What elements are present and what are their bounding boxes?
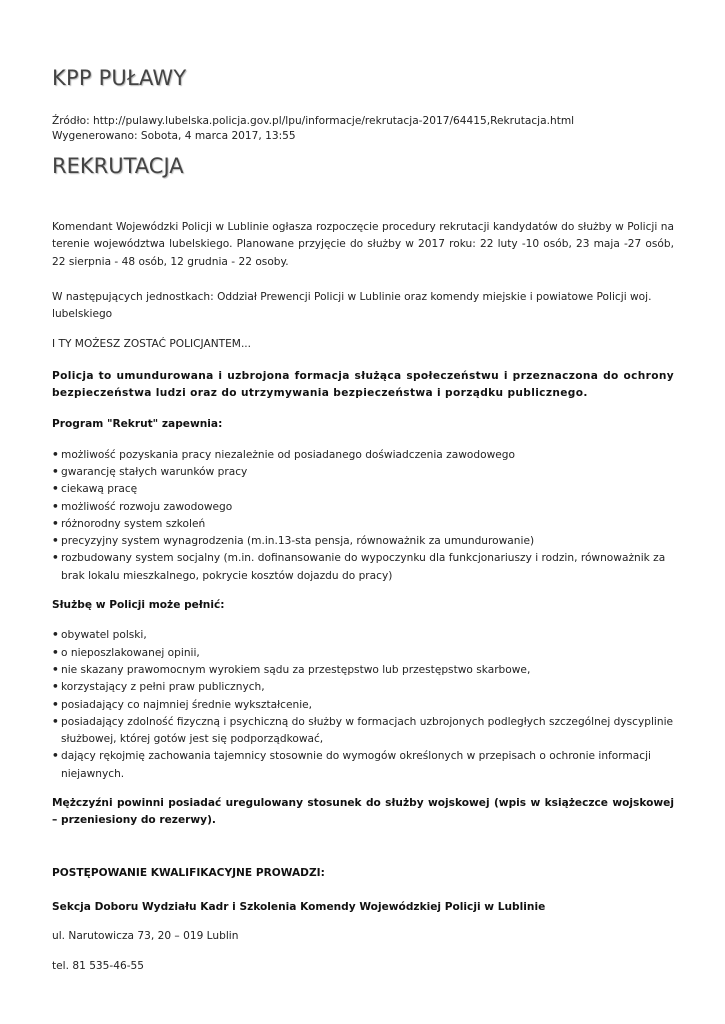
generated-date: Wygenerowano: Sobota, 4 marca 2017, 13:55 bbox=[52, 129, 296, 142]
phone-number: tel. 81 535-46-55 bbox=[52, 959, 145, 972]
qualification-heading: POSTĘPOWANIE KWALIFIKACYJNE PROWADZI: bbox=[52, 866, 325, 879]
slogan-paragraph: I TY MOŻESZ ZOSTAĆ POLICJANTEM... bbox=[52, 338, 252, 351]
list-item: • rozbudowany system socjalny (m.in. dofinansowanie do wypoczynku dla funkcjonariuszy i rodzin, równoważnik za brak lokalu mieszkalnego, pokrycie kosztów dojazdu do pracy) bbox=[52, 550, 674, 585]
address: ul. Narutowicza 73, 20 – 019 Lublin bbox=[52, 930, 239, 943]
list-item: • obywatel polski, bbox=[52, 627, 674, 644]
document-metadata bbox=[52, 114, 574, 143]
article-title: REKRUTACJA bbox=[52, 154, 184, 178]
department-name: Sekcja Doboru Wydziału Kadr i Szkolenia Komendy Wojewódzkiej Policji w Lublinie bbox=[52, 900, 546, 913]
list-item: • ciekawą pracę bbox=[52, 481, 674, 498]
list-item: • nie skazany prawomocnym wyrokiem sądu za przestępstwo lub przestępstwo skarbowe, bbox=[52, 662, 674, 679]
military-note: Mężczyźni powinni posiadać uregulowany stosunek do służby wojskowej (wpis w książeczce wojskowej – przeniesiony do rezerwy). bbox=[52, 797, 674, 827]
mission-paragraph: Policja to umundurowana i uzbrojona formacja służąca społeczeństwu i przeznaczona do ochrony bezpieczeństwa ludzi oraz do utrzymywania bezpieczeństwa i porządku publicznego. bbox=[52, 369, 674, 400]
units-paragraph: W następujących jednostkach: Oddział Prewencji Policji w Lublinie oraz komendy miejskie i powiatowe Policji woj. lubelskiego bbox=[52, 290, 652, 321]
list-item: • różnorodny system szkoleń bbox=[52, 516, 674, 533]
list-item: • o nieposzlakowanej opinii, bbox=[52, 645, 674, 662]
list-item: • precyzyjny system wynagrodzenia (m.in.13-sta pensja, równoważnik za umundurowanie) bbox=[52, 533, 674, 550]
list-item: • dający rękojmię zachowania tajemnicy stosownie do wymogów określonych w przepisach o ochronie informacji niejawnych. bbox=[52, 748, 674, 783]
service-requirements-list bbox=[52, 627, 674, 783]
source-url: Źródło: http://pulawy.lubelska.policja.gov.pl/lpu/informacje/rekrutacja-2017/64415,Rekrutacja.html bbox=[52, 115, 575, 127]
list-item: • możliwość rozwoju zawodowego bbox=[52, 499, 674, 516]
list-item: • możliwość pozyskania pracy niezależnie od posiadanego doświadczenia zawodowego bbox=[52, 447, 674, 464]
list-item: • posiadający zdolność fizyczną i psychiczną do służby w formacjach uzbrojonych podległych szczególnej dyscyplinie służbowej, której gotów jest się podporządkować, bbox=[52, 714, 674, 749]
list-item: • gwarancję stałych warunków pracy bbox=[52, 464, 674, 481]
service-heading: Służbę w Policji może pełnić: bbox=[52, 599, 225, 612]
intro-paragraph: Komendant Wojewódzki Policji w Lublinie ogłasza rozpoczęcie procedury rekrutacji kandydatów do służby w Policji na terenie województwa lubelskiego. Planowane przyjęcie do służby w 2017 roku: 22 luty -10 osób, 23 maja -27 osób, 22 sierpnia - 48 osób, 12 grudnia - 22 osoby. bbox=[52, 221, 674, 268]
list-item: • posiadający co najmniej średnie wykształcenie, bbox=[52, 697, 674, 714]
list-item: • korzystający z pełni praw publicznych, bbox=[52, 679, 674, 696]
program-list bbox=[52, 447, 674, 585]
site-title: KPP PUŁAWY bbox=[52, 66, 187, 90]
program-heading: Program "Rekrut" zapewnia: bbox=[52, 418, 223, 431]
article-content bbox=[52, 219, 674, 975]
